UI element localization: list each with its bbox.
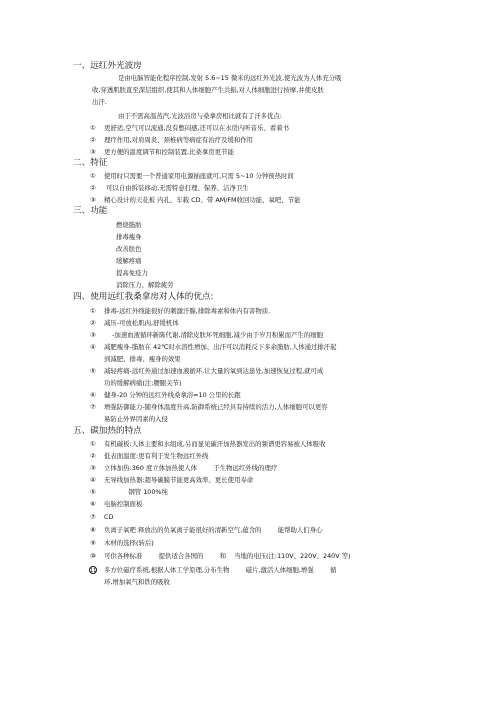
list-number: ③ [90, 331, 96, 339]
list-item: 更方便的温度调节和控制装置,比桑拿房更节能 [104, 148, 234, 156]
list-number: ⑤ [90, 488, 96, 496]
list-item: 立体加热:360 度立体加热使人体 于生物远红外线的理疗 [104, 464, 278, 472]
list-number: ① [90, 124, 96, 132]
list-number: ③ [90, 196, 96, 204]
list-item: 有机碳板:人体主要和水组成,另而显见碳汗加热器发出的频谱更容易被人体吸收 [104, 440, 326, 448]
list-item: 钢管 100%纯 [104, 488, 168, 496]
list-item-cont: 环,增加氧气和铁的吸收 [104, 578, 170, 586]
s1-paragraph-line: 收,穿透肌肤直至深层组织,使其和人体细胞产生共振,对人体细胞进行按摩,并使皮肤 [92, 86, 324, 94]
list-number: ⑦ [90, 403, 96, 411]
list-item-cont: 到减肥、排毒、瘦身的效果 [104, 355, 181, 363]
s1-paragraph-line: 是由电脑智能化程序控制,发射 5.6~15 微米的远红外光波,使光波为人体充分吸 [118, 74, 342, 82]
section-3-title: 三、功能 [73, 206, 108, 216]
list-item: 负离子氧吧 释放出的负氧离子能很好的清新空气,蕴含的 能帮助人们身心 [104, 526, 323, 534]
list-item: 增强防御能力-随身体温度升高,防御系统已经具有持续的活力,人体细胞可以更容 [104, 403, 328, 411]
list-number: ② [90, 136, 96, 144]
list-item: 木材的选择(转后) [104, 539, 154, 547]
list-number: ② [90, 452, 96, 460]
list-item: CD [104, 513, 114, 521]
list-number: ⑥ [90, 500, 96, 508]
list-number-circled: 11 [90, 568, 97, 574]
list-item: 健身-20 分钟的远红外线桑拿浴=10 公里的长跑 [104, 391, 241, 399]
list-number: ⑤ [90, 367, 96, 375]
function-item: 燃烧脂肪 [116, 221, 142, 229]
list-item: 更舒适,空气可以流通,没有憋闷感,还可以在水房内听音乐、看着书 [104, 124, 290, 132]
function-item: 提高免疫力 [116, 269, 148, 277]
list-number: ④ [90, 476, 96, 484]
list-number: ② [90, 184, 96, 192]
list-item: -加速血液循环新陈代谢,清除皮肤坏死细胞,减少由于岁月积累而产生的细胞 [104, 331, 323, 339]
list-item: 使用时只需要一个普通家用电源插座就可,只需 5~10 分钟预热时间 [104, 172, 294, 180]
list-item: 多方位磁疗系统,根据人体工学原理,分布生物 磁片,激活人体细胞,增强 循 [104, 566, 337, 574]
list-item: 减肥瘦身-脂肪在 42℃时水溶性增加、出汗可以消耗反下多余脂肪,人体通过排汗起 [104, 343, 337, 351]
list-number: ③ [90, 148, 96, 156]
list-number: ⑧ [90, 526, 96, 534]
list-item: 无导线加热器:超导碳膜节能更高效率、更长使用寿命 [104, 476, 254, 484]
list-number: ⑥ [90, 391, 96, 399]
list-item: 排毒-远红外线能很好的刺激汗腺,排除毒素和体内有害物质. [104, 307, 271, 315]
list-item: 减压-可放松肌肉,舒缓机体 [104, 319, 179, 327]
list-item: 精心设计的天花板 内孔、车载 CD、带 AM/FM收回功能、氧吧、节能 [104, 196, 301, 204]
function-item: 缓解疼痛 [116, 257, 142, 265]
section-5-title: 五、碳加热的特点 [73, 426, 142, 436]
function-item: 排毒瘦身 [116, 233, 142, 241]
list-number: ④ [90, 343, 96, 351]
list-item: 可以自由拆装移动,无需特意打理、保养、洁净卫生 [106, 184, 249, 192]
function-item: 改善肤色 [116, 245, 142, 253]
section-2-title: 二、特征 [73, 158, 108, 168]
s1-paragraph-line: 出汗. [92, 98, 107, 106]
list-item-cont: 功的缓解病痛(注:腰腿关节) [104, 379, 182, 387]
s1-paragraph-2: 由于不需高温蒸汽,光波浴房与桑拿房相比就有了汗多优点: [118, 112, 282, 120]
list-item: 减轻疼痛-远红外通过加速血液循环,让大量的氧到达患处,加速恢复过程,就可成 [104, 367, 324, 375]
list-number: ② [90, 319, 96, 327]
list-item: 可供各种标准 提供适合各国的 和 当地的电压(注:110V、220V、240V 等) [104, 552, 351, 560]
section-4-title: 四、使用远红我桑拿房对人体的优点: [73, 292, 214, 302]
list-number: ⑩ [90, 552, 96, 560]
list-number: ③ [90, 464, 96, 472]
list-number: ⑨ [90, 539, 96, 547]
list-item: 理疗作用,对肩周炎、颈椎病等病症有治疗及缓和作用 [104, 136, 254, 144]
function-item: 消除压力、解除疲劳 [116, 281, 174, 289]
section-1-title: 一、远红外光波房 [73, 61, 142, 71]
list-number: ① [90, 172, 96, 180]
list-item-cont: 易防止外界因素的入侵 [104, 415, 168, 423]
list-item: 低表面温度:更有利于发生物远红外线 [104, 452, 209, 460]
list-number: ⑦ [90, 513, 96, 521]
list-number: ① [90, 440, 96, 448]
list-number: ① [90, 307, 96, 315]
list-item: 电脑控制面板 [104, 500, 143, 508]
